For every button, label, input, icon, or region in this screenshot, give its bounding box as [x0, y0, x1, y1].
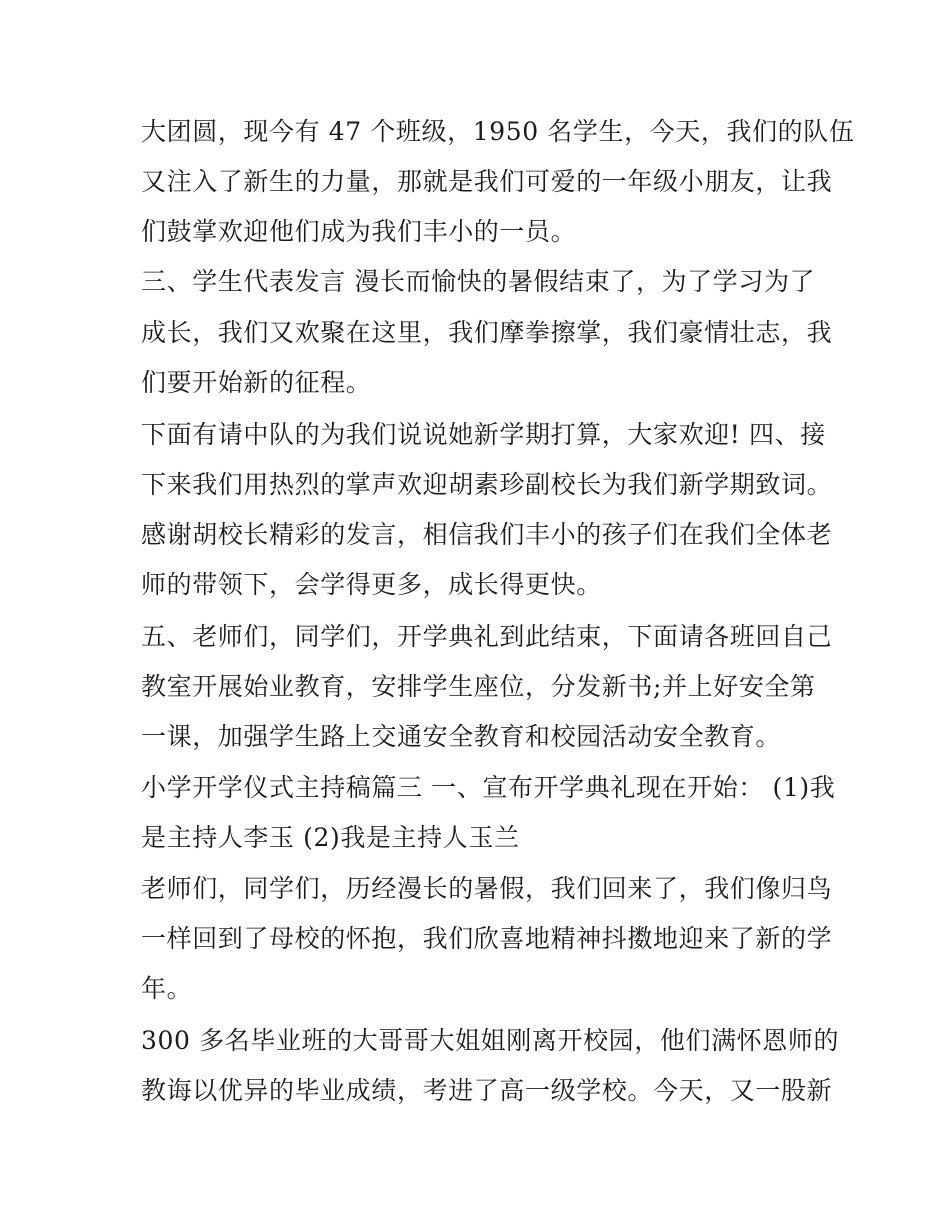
text-line: 大团圆，现今有 47 个班级，1950 名学生，今天，我们的队伍 [141, 117, 855, 146]
text-line: 小学开学仪式主持稿篇三 一、宣布开学典礼现在开始： (1)我 [141, 773, 836, 802]
text-line: 300 多名毕业班的大哥哥大姐姐刚离开校园，他们满怀恩师的 [141, 1026, 840, 1055]
text-line: 五、老师们，同学们，开学典礼到此结束，下面请各班回自己 [141, 622, 833, 651]
text-line: 一样回到了母校的怀抱，我们欣喜地精神抖擞地迎来了新的学 [141, 924, 833, 953]
text-line: 三、学生代表发言 漫长而愉快的暑假结束了，为了学习为了 [141, 267, 816, 296]
text-line: 是主持人李玉 (2)我是主持人玉兰 [141, 823, 520, 852]
text-line: 下面有请中队的为我们说说她新学期打算，大家欢迎! 四、接 [141, 420, 826, 449]
text-line: 们要开始新的征程。 [141, 368, 372, 397]
text-line: 一课，加强学生路上交通安全教育和校园活动安全教育。 [141, 722, 782, 751]
text-line: 教诲以优异的毕业成绩，考进了高一级学校。今天，又一股新 [141, 1076, 833, 1105]
text-line: 又注入了新生的力量，那就是我们可爱的一年级小朋友，让我 [141, 167, 833, 196]
text-line: 感谢胡校长精彩的发言，相信我们丰小的孩子们在我们全体老 [141, 520, 833, 549]
text-line: 教室开展始业教育，安排学生座位，分发新书;并上好安全第 [141, 672, 816, 701]
text-line: 老师们，同学们，历经漫长的暑假，我们回来了，我们像归鸟 [141, 874, 833, 903]
text-line: 成长，我们又欢聚在这里，我们摩拳擦掌，我们豪情壮志，我 [141, 318, 833, 347]
text-line: 下来我们用热烈的掌声欢迎胡素珍副校长为我们新学期致词。 [141, 470, 833, 499]
text-line: 年。 [141, 974, 193, 1003]
text-line: 师的带领下，会学得更多，成长得更快。 [141, 570, 602, 599]
text-line: 们鼓掌欢迎他们成为我们丰小的一员。 [141, 217, 577, 246]
